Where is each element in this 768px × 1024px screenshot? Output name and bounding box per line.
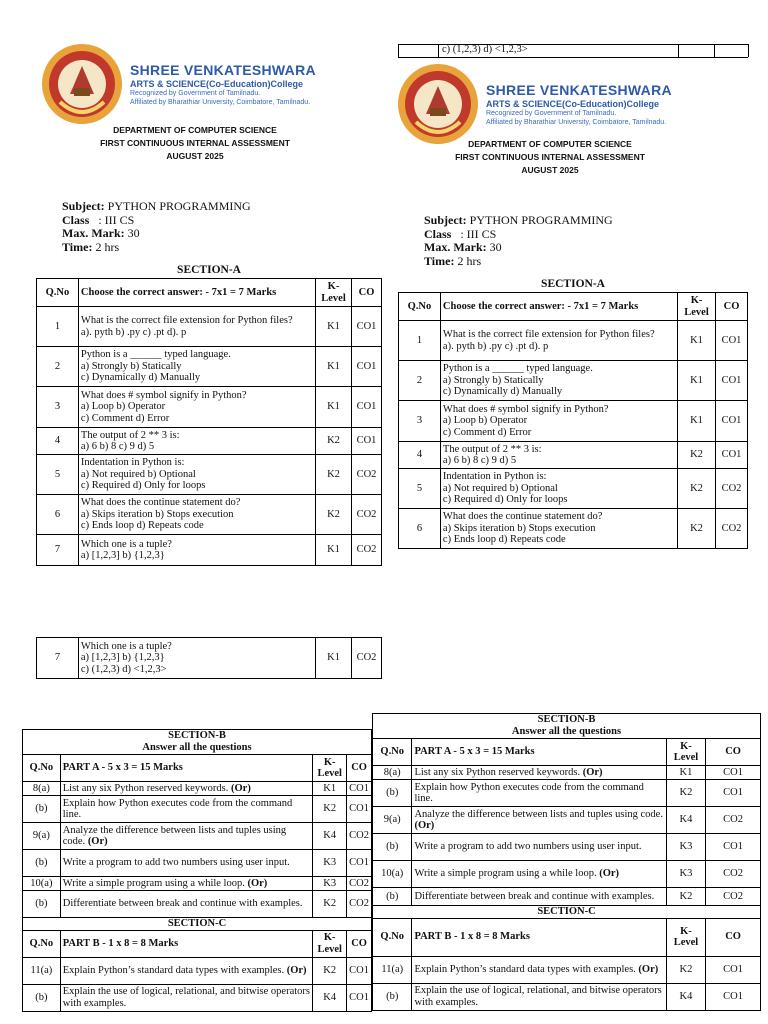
k-level: K2	[316, 455, 352, 495]
question-text: Write a simple program using a while loop. (Or)	[412, 861, 666, 888]
course-outcome: CO1	[716, 401, 748, 442]
question-row	[399, 469, 748, 509]
k-level: K3	[666, 834, 705, 861]
section-b-subtitle: Answer all the questions	[142, 742, 252, 753]
k-level: K4	[666, 983, 705, 1010]
k-level: K2	[666, 888, 705, 906]
page-fragment-text: c) (1,2,3) d) <1,2,3>	[442, 44, 528, 55]
course-outcome: CO2	[716, 469, 748, 509]
k-level: K4	[666, 807, 705, 834]
question-text: Analyze the difference between lists and tuples using code. (Or)	[412, 807, 666, 834]
time: 2 hrs	[95, 239, 120, 254]
question-row	[37, 495, 382, 535]
exam-header-right: DEPARTMENT OF COMPUTER SCIENCE FIRST CONTINUOUS INTERNAL ASSESSMENT AUGUST 2025	[455, 139, 645, 175]
question-number: 6	[37, 495, 79, 535]
k-level: K1	[678, 401, 716, 442]
college-affiliated: Affiliated by Bharathiar University, Coimbatore, Tamilnadu.	[130, 98, 311, 106]
question-row	[399, 361, 748, 401]
question-row	[23, 957, 372, 984]
question-number: 2	[399, 361, 441, 401]
question-number: 6	[399, 509, 441, 549]
question-number: 3	[399, 401, 441, 442]
question-row	[23, 984, 372, 1011]
question-number: 9(a)	[23, 823, 61, 850]
course-outcome: CO1	[351, 428, 381, 455]
section-a-title-left: SECTION-A	[177, 264, 241, 276]
question-number: 8(a)	[373, 766, 412, 780]
k-level: K1	[678, 321, 716, 361]
k-level: K1	[316, 387, 352, 428]
k-level: K3	[313, 850, 347, 877]
course-outcome: CO1	[716, 361, 748, 401]
subject: PYTHON PROGRAMMING	[107, 199, 251, 213]
question-row	[399, 509, 748, 549]
question-number: (b)	[373, 888, 412, 906]
course-outcome: CO1	[347, 957, 372, 984]
k-level: K1	[316, 307, 352, 347]
question-text: Analyze the difference between lists and tuples using code. (Or)	[60, 823, 313, 850]
or-label: (Or)	[582, 766, 603, 778]
question-text: List any six Python reserved keywords. (Or)	[60, 782, 313, 796]
k-level: K1	[666, 766, 705, 780]
question-text: List any six Python reserved keywords. (Or)	[412, 766, 666, 780]
question-text: What is the correct file extension for Python files? a). pyth b) .py c) .pt d). p	[78, 307, 315, 347]
section-a-table-left: Q.No Choose the correct answer: - 7x1 = 7 Marks K-Level CO 1 What is the correct file extension for Python files? a). pyth b) .py c) .pt d). p K1 CO1 2 Python is a ______ typed language. a) Strongly b) Statically c) Dynamically d) Manually K1 CO1 3 What does # symbol signify in Python? a) Loop b) Operator c) Comment d) Error K1 CO1 4 The output of 2 ** 3 is: a) 6 b) 8 c) 9 d) 5 K2 CO1 5 Indentation in Python is: a) Not required b) Optional c) Required d) Only for loops K2 CO2 6 What does the continue statement do? a) Skips iteration b) Stops execution c) Ends loop d) Repeats code K2 CO2 7 Which one is a tuple? a) [1,2,3] b) {1,2,3} K1 CO2	[36, 278, 382, 566]
question-number: 5	[37, 455, 79, 495]
question-number: 10(a)	[373, 861, 412, 888]
question-row	[373, 766, 761, 780]
k-level: K3	[313, 877, 347, 891]
course-outcome: CO2	[706, 888, 761, 906]
k-level: K2	[313, 796, 347, 823]
course-outcome: CO1	[706, 834, 761, 861]
question-row	[373, 780, 761, 807]
question-text: Differentiate between break and continue with examples.	[412, 888, 666, 906]
or-label: (Or)	[286, 964, 307, 976]
k-level: K4	[313, 823, 347, 850]
or-label: (Or)	[231, 782, 251, 794]
course-outcome: CO1	[706, 766, 761, 780]
question-number: (b)	[23, 984, 61, 1011]
course-outcome: CO2	[347, 877, 372, 891]
question-text: Python is a ______ typed language. a) Strongly b) Statically c) Dynamically d) Manually	[78, 347, 315, 387]
k-level: K3	[666, 861, 705, 888]
course-outcome: CO1	[351, 307, 381, 347]
question-number: (b)	[23, 891, 61, 918]
k-level: K1	[313, 782, 347, 796]
question-row	[37, 307, 382, 347]
course-outcome: CO2	[347, 891, 372, 918]
course-outcome: CO2	[351, 455, 381, 495]
question-number: 11(a)	[373, 956, 412, 983]
k-level: K2	[313, 957, 347, 984]
exam-meta-right: Subject: PYTHON PROGRAMMING Class : III CS Max. Mark: 30 Time: 2 hrs	[424, 213, 613, 268]
question-number: (b)	[23, 796, 61, 823]
question-number: (b)	[373, 834, 412, 861]
question-row	[373, 807, 761, 834]
question-row	[23, 796, 372, 823]
section-bc-table-left: SECTION-B Answer all the questions Q.No PART A - 5 x 3 = 15 Marks K-Level CO 8(a) List any six Python reserved keywords. (Or) K1 CO1 (b) Explain how Python executes code from the command line. K2 CO1 9(a) Analyze the difference between lists and tuples using code. (Or) K4 CO2 (b) Write a program to add two numbers using user input. K3 CO1 10(a) Write a simple program using a while loop. (Or) K3 CO2 (b) Differentiate between break and continue with examples. K2 CO2 SECTION-C Q.No PART B - 1 x 8 = 8 Marks K-Level CO 11(a) Explain Python’s standard data types with examples. (Or) K2 CO1 (b) Explain the use of logical, relational, and bitwise operators with examples. K4 CO1	[22, 729, 372, 1012]
question-row	[23, 850, 372, 877]
course-outcome: CO1	[347, 984, 372, 1011]
question-text: What does # symbol signify in Python? a) Loop b) Operator c) Comment d) Error	[78, 387, 315, 428]
exam-month: AUGUST 2025	[166, 151, 224, 161]
question-text: Python is a ______ typed language. a) Strongly b) Statically c) Dynamically d) Manually	[440, 361, 677, 401]
question-text: Explain the use of logical, relational, and bitwise operators with examples.	[60, 984, 313, 1011]
college-name: SHREE VENKATESHWARA	[130, 61, 316, 78]
question-row	[23, 877, 372, 891]
course-outcome: CO1	[351, 387, 381, 428]
college-header-left	[40, 42, 316, 126]
question-row	[399, 401, 748, 442]
question-number: 9(a)	[373, 807, 412, 834]
college-seal-logo	[396, 62, 480, 146]
question-text: Indentation in Python is: a) Not required b) Optional c) Required d) Only for loops	[78, 455, 315, 495]
course-outcome: CO2	[716, 509, 748, 549]
question-number: 1	[399, 321, 441, 361]
question-text: Write a program to add two numbers using user input.	[60, 850, 313, 877]
question-text: Explain Python’s standard data types with examples. (Or)	[60, 957, 313, 984]
question-number: 1	[37, 307, 79, 347]
question-number: 10(a)	[23, 877, 61, 891]
question-text: Indentation in Python is: a) Not required b) Optional c) Required d) Only for loops	[440, 469, 677, 509]
course-outcome: CO2	[347, 823, 372, 850]
k-level: K2	[316, 428, 352, 455]
section-b-title: SECTION-B	[168, 730, 226, 741]
question-text: What does # symbol signify in Python? a) Loop b) Operator c) Comment d) Error	[440, 401, 677, 442]
course-outcome: CO1	[706, 956, 761, 983]
question-number: 5	[399, 469, 441, 509]
course-outcome: CO1	[706, 780, 761, 807]
or-label: (Or)	[87, 836, 108, 847]
question-number: 8(a)	[23, 782, 61, 796]
question-row	[37, 428, 382, 455]
question-number: 4	[37, 428, 79, 455]
question-row	[37, 347, 382, 387]
question-text: Write a simple program using a while loop. (Or)	[60, 877, 313, 891]
question-text: Explain the use of logical, relational, and bitwise operators with examples.	[412, 983, 666, 1010]
course-outcome: CO2	[706, 861, 761, 888]
k-level: K1	[678, 361, 716, 401]
k-level: K2	[678, 442, 716, 469]
question-text: Explain Python’s standard data types with examples. (Or)	[412, 956, 666, 983]
section-a-title-right: SECTION-A	[541, 278, 605, 290]
question-text: What does the continue statement do? a) Skips iteration b) Stops execution c) Ends loop d) Repeats code	[78, 495, 315, 535]
question-row	[23, 823, 372, 850]
college-recognized: Recognized by Government of Tamilnadu.	[130, 89, 261, 97]
question-number: 2	[37, 347, 79, 387]
question-row	[373, 956, 761, 983]
max-mark: 30	[127, 226, 140, 240]
exam-title: FIRST CONTINUOUS INTERNAL ASSESSMENT	[100, 138, 290, 148]
question-row	[399, 321, 748, 361]
question-row	[373, 861, 761, 888]
question-number: 11(a)	[23, 957, 61, 984]
course-outcome: CO1	[351, 347, 381, 387]
k-level: K2	[666, 956, 705, 983]
question-text: What does the continue statement do? a) Skips iteration b) Stops execution c) Ends loop d) Repeats code	[440, 509, 677, 549]
section-bc-table-right: SECTION-B Answer all the questions Q.No PART A - 5 x 3 = 15 Marks K-Level CO 8(a) List any six Python reserved keywords. (Or) K1 CO1 (b) Explain how Python executes code from the command line. K2 CO1 9(a) Analyze the difference between lists and tuples using code. (Or) K4 CO2 (b) Write a program to add two numbers using user input. K3 CO1 10(a) Write a simple program using a while loop. (Or) K3 CO2 (b) Differentiate between break and continue with examples. K2 CO2 SECTION-C Q.No PART B - 1 x 8 = 8 Marks K-Level CO 11(a) Explain Python’s standard data types with examples. (Or) K2 CO1 (b) Explain the use of logical, relational, and bitwise operators with examples. K4 CO1	[372, 713, 761, 1011]
k-level: K2	[678, 469, 716, 509]
question-text: The output of 2 ** 3 is: a) 6 b) 8 c) 9 d) 5	[78, 428, 315, 455]
exam-header-left	[60, 124, 330, 163]
k-level: K2	[666, 780, 705, 807]
question-row	[23, 891, 372, 918]
k-level: K1	[316, 347, 352, 387]
question-row	[373, 983, 761, 1010]
question-number: (b)	[373, 780, 412, 807]
question-text: Explain how Python executes code from the command line.	[60, 796, 313, 823]
course-outcome: CO1	[347, 796, 372, 823]
or-label: (Or)	[247, 877, 268, 889]
or-label: (Or)	[414, 820, 435, 831]
question-row	[373, 834, 761, 861]
dept-title: DEPARTMENT OF COMPUTER SCIENCE	[113, 125, 277, 135]
or-label: (Or)	[599, 868, 620, 880]
question-text: What is the correct file extension for Python files? a). pyth b) .py c) .pt d). p	[440, 321, 677, 361]
section-a-table-right: Q.No Choose the correct answer: - 7x1 = 7 Marks K-Level CO 1 What is the correct file extension for Python files? a). pyth b) .py c) .pt d). p K1 CO1 2 Python is a ______ typed language. a) Strongly b) Statically c) Dynamically d) Manually K1 CO1 3 What does # symbol signify in Python? a) Loop b) Operator c) Comment d) Error K1 CO1 4 The output of 2 ** 3 is: a) 6 b) 8 c) 9 d) 5 K2 CO1 5 Indentation in Python is: a) Not required b) Optional c) Required d) Only for loops K2 CO2 6 What does the continue statement do? a) Skips iteration b) Stops execution c) Ends loop d) Repeats code K2 CO2	[398, 292, 748, 549]
question-text: Differentiate between break and continue with examples.	[60, 891, 313, 918]
college-subtitle: ARTS & SCIENCE(Co-Education)College	[130, 78, 304, 89]
course-outcome: CO1	[347, 850, 372, 877]
college-header-right: SHREE VENKATESHWARA ARTS & SCIENCE(Co-Education)College Recognized by Government of Tamilnadu. Affiliated by Bharathiar University, Coimbatore, Tamilnadu.	[396, 62, 672, 146]
question-number: 4	[399, 442, 441, 469]
question-number: 3	[37, 387, 79, 428]
k-level: K2	[313, 891, 347, 918]
college-seal-logo	[40, 42, 124, 126]
question-row	[23, 782, 372, 796]
course-outcome: CO1	[716, 442, 748, 469]
course-outcome: CO2	[706, 807, 761, 834]
k-level: K2	[678, 509, 716, 549]
course-outcome: CO1	[706, 983, 761, 1010]
section-c-title: SECTION-C	[23, 918, 372, 931]
exam-meta-left: Subject: PYTHON PROGRAMMING Class : III CS Max. Mark: 30 Time: 2 hrs	[62, 199, 251, 254]
question-row	[37, 455, 382, 495]
question-row: 7 Which one is a tuple? a) [1,2,3] b) {1,2,3} K1 CO2	[37, 535, 382, 566]
question-text: Write a program to add two numbers using user input.	[412, 834, 666, 861]
k-level: K2	[316, 495, 352, 535]
question-number: (b)	[23, 850, 61, 877]
course-outcome: CO1	[716, 321, 748, 361]
or-label: (Or)	[638, 963, 659, 975]
k-level: K4	[313, 984, 347, 1011]
question-row	[399, 442, 748, 469]
class: : III CS	[98, 212, 135, 227]
question-row	[373, 888, 761, 906]
course-outcome: CO2	[351, 495, 381, 535]
question-number: (b)	[373, 983, 412, 1010]
question-text: Explain how Python executes code from the command line.	[412, 780, 666, 807]
question-text: The output of 2 ** 3 is: a) 6 b) 8 c) 9 d) 5	[440, 442, 677, 469]
question-row	[37, 387, 382, 428]
course-outcome: CO1	[347, 782, 372, 796]
section-a-continuation-left: 7 Which one is a tuple? a) [1,2,3] b) {1,2,3} c) (1,2,3) d) <1,2,3> K1 CO2	[36, 637, 382, 679]
